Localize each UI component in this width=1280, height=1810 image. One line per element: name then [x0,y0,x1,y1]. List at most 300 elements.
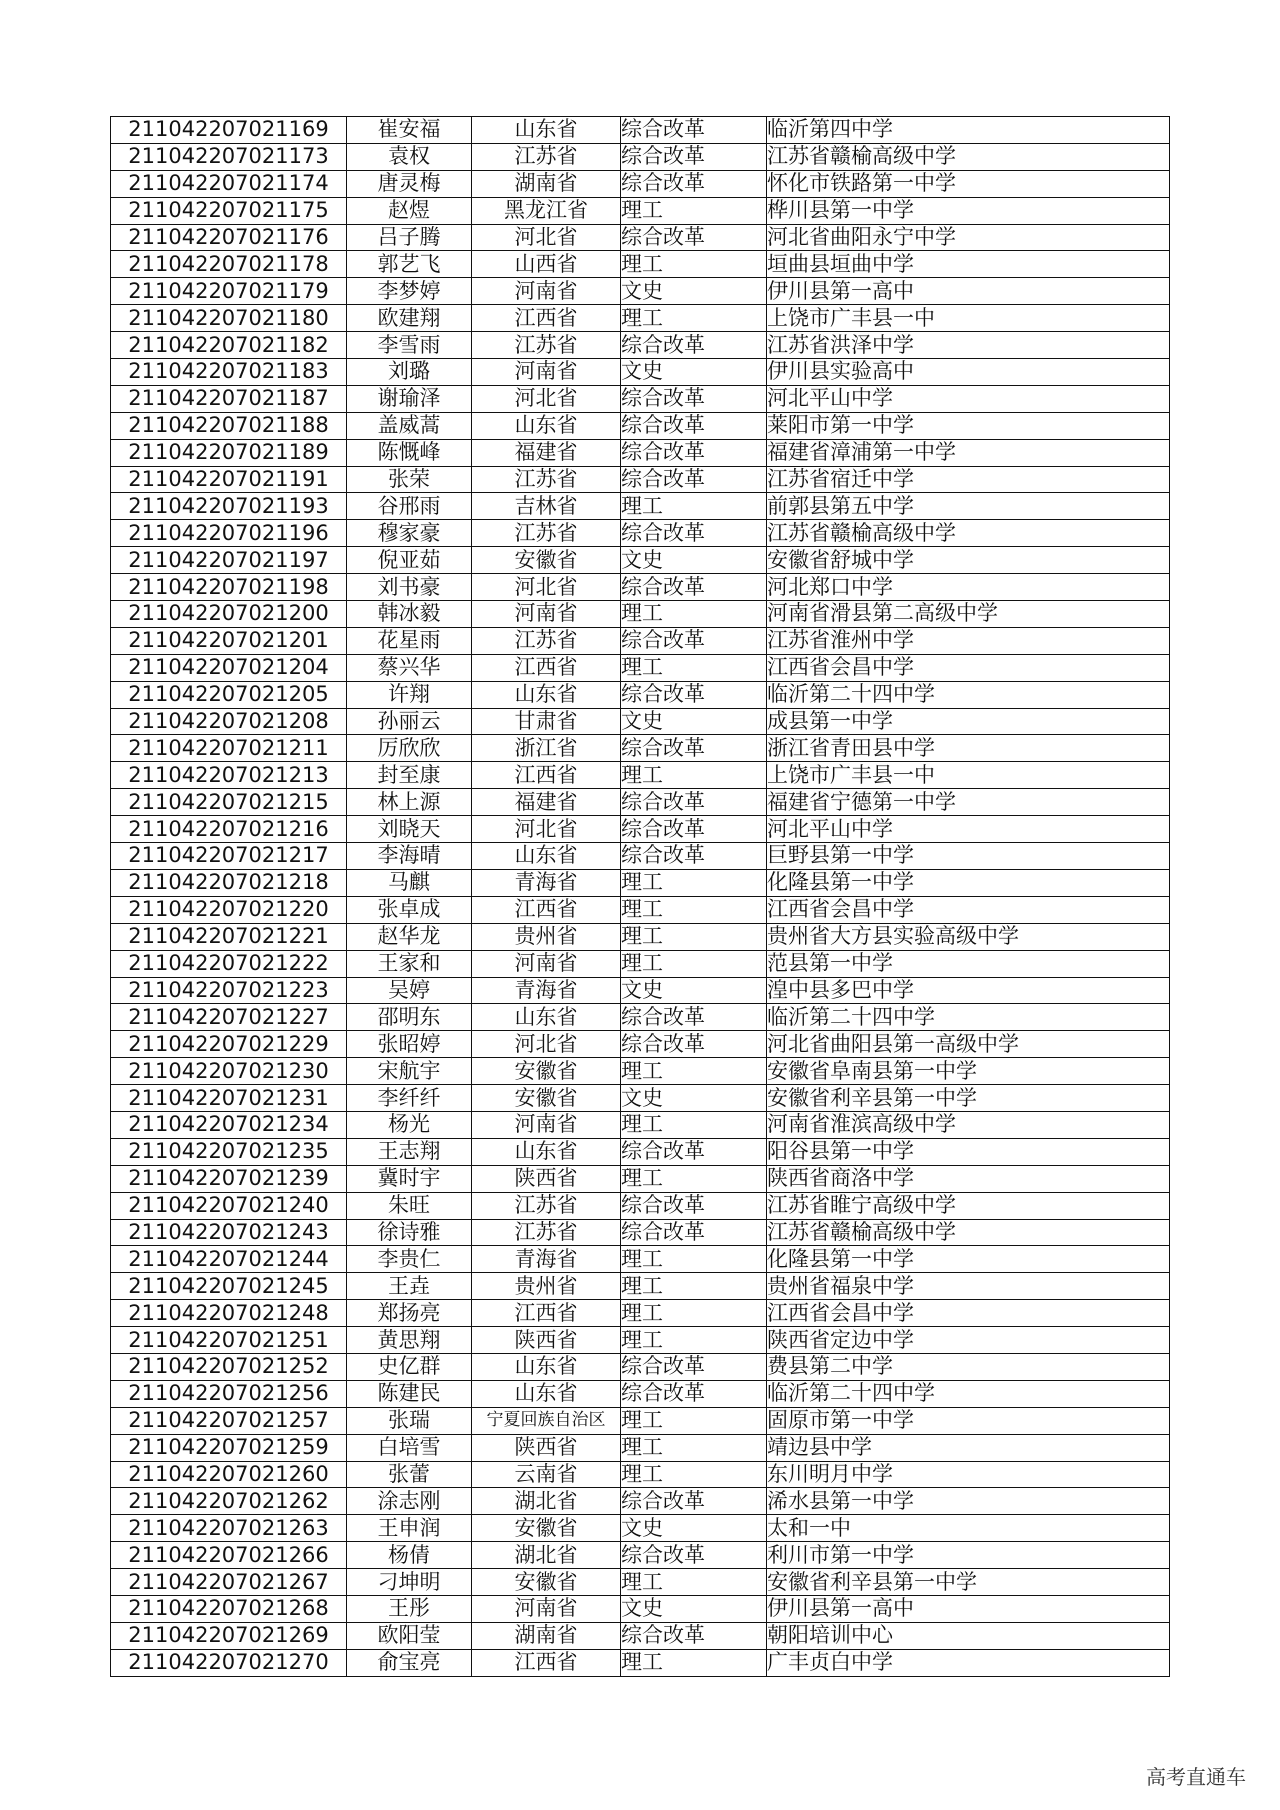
province-cell: 河南省 [472,278,621,305]
student-name-cell: 吴婷 [347,977,472,1004]
table-row [111,1273,1170,1300]
subject-type-cell: 文史 [621,359,767,386]
province-cell: 安徽省 [472,1085,621,1112]
subject-type-cell: 文史 [621,708,767,735]
province-cell: 江苏省 [472,466,621,493]
exam-number-cell: 211042207021230 [111,1058,347,1085]
student-name-cell: 陈慨峰 [347,439,472,466]
subject-type-cell: 理工 [621,1327,767,1354]
province-cell: 河南省 [472,1595,621,1622]
province-cell: 湖南省 [472,170,621,197]
subject-type-cell: 理工 [621,1649,767,1676]
table-row [111,1407,1170,1434]
table-row [111,1192,1170,1219]
subject-type-cell: 综合改革 [621,1031,767,1058]
subject-type-cell: 理工 [621,1569,767,1596]
student-name-cell: 朱旺 [347,1192,472,1219]
table-row [111,1327,1170,1354]
subject-type-cell: 理工 [621,1300,767,1327]
school-cell: 临沂第四中学 [767,117,1170,144]
student-name-cell: 王志翔 [347,1138,472,1165]
table-row [111,385,1170,412]
province-cell: 河北省 [472,816,621,843]
subject-type-cell: 理工 [621,1434,767,1461]
table-row [111,1219,1170,1246]
school-cell: 东川明月中学 [767,1461,1170,1488]
province-cell: 江苏省 [472,520,621,547]
province-cell: 云南省 [472,1461,621,1488]
province-cell: 江苏省 [472,143,621,170]
table-row [111,1085,1170,1112]
school-cell: 临沂第二十四中学 [767,1004,1170,1031]
exam-number-cell: 211042207021268 [111,1595,347,1622]
subject-type-cell: 综合改革 [621,1542,767,1569]
table-row [111,708,1170,735]
student-name-cell: 史亿群 [347,1353,472,1380]
school-cell: 垣曲县垣曲中学 [767,251,1170,278]
subject-type-cell: 理工 [621,305,767,332]
school-cell: 阳谷县第一中学 [767,1138,1170,1165]
student-name-cell: 王家和 [347,950,472,977]
subject-type-cell: 理工 [621,1058,767,1085]
table-row [111,197,1170,224]
student-name-cell: 李纤纤 [347,1085,472,1112]
school-cell: 靖边县中学 [767,1434,1170,1461]
school-cell: 河北省曲阳县第一高级中学 [767,1031,1170,1058]
table-row [111,170,1170,197]
exam-number-cell: 211042207021239 [111,1165,347,1192]
student-name-cell: 林上源 [347,789,472,816]
exam-number-cell: 211042207021176 [111,224,347,251]
school-cell: 陕西省定边中学 [767,1327,1170,1354]
student-name-cell: 吕子腾 [347,224,472,251]
school-cell: 河南省淮滨高级中学 [767,1111,1170,1138]
exam-number-cell: 211042207021240 [111,1192,347,1219]
table-row [111,1595,1170,1622]
exam-number-cell: 211042207021175 [111,197,347,224]
table-row [111,574,1170,601]
exam-number-cell: 211042207021208 [111,708,347,735]
subject-type-cell: 综合改革 [621,843,767,870]
exam-number-cell: 211042207021227 [111,1004,347,1031]
province-cell: 山东省 [472,1004,621,1031]
exam-number-cell: 211042207021244 [111,1246,347,1273]
student-name-cell: 刘书豪 [347,574,472,601]
table-row [111,950,1170,977]
table-row [111,762,1170,789]
watermark-text: 高考直通车 [1146,1765,1246,1789]
table-row [111,1649,1170,1676]
province-cell: 河南省 [472,359,621,386]
exam-number-cell: 211042207021248 [111,1300,347,1327]
province-cell: 青海省 [472,1246,621,1273]
student-name-cell: 宋航宇 [347,1058,472,1085]
table-body [111,117,1170,1677]
table-row [111,1138,1170,1165]
exam-number-cell: 211042207021222 [111,950,347,977]
school-cell: 江苏省赣榆高级中学 [767,520,1170,547]
student-name-cell: 穆家豪 [347,520,472,547]
school-cell: 上饶市广丰县一中 [767,305,1170,332]
student-name-cell: 黄思翔 [347,1327,472,1354]
student-name-cell: 赵煜 [347,197,472,224]
table-row [111,735,1170,762]
school-cell: 伊川县实验高中 [767,359,1170,386]
student-name-cell: 孙丽云 [347,708,472,735]
exam-number-cell: 211042207021201 [111,627,347,654]
subject-type-cell: 理工 [621,1461,767,1488]
school-cell: 江苏省赣榆高级中学 [767,1219,1170,1246]
student-name-cell: 李梦婷 [347,278,472,305]
province-cell: 青海省 [472,977,621,1004]
exam-number-cell: 211042207021221 [111,923,347,950]
school-cell: 临沂第二十四中学 [767,1380,1170,1407]
student-name-cell: 刘晓天 [347,816,472,843]
student-name-cell: 许翔 [347,681,472,708]
exam-number-cell: 211042207021235 [111,1138,347,1165]
exam-number-cell: 211042207021256 [111,1380,347,1407]
subject-type-cell: 理工 [621,950,767,977]
student-name-cell: 谷邢雨 [347,493,472,520]
province-cell: 河北省 [472,574,621,601]
table-row [111,789,1170,816]
table-row [111,1542,1170,1569]
table-row [111,601,1170,628]
subject-type-cell: 综合改革 [621,1192,767,1219]
exam-number-cell: 211042207021252 [111,1353,347,1380]
province-cell: 吉林省 [472,493,621,520]
exam-number-cell: 211042207021179 [111,278,347,305]
exam-number-cell: 211042207021213 [111,762,347,789]
exam-number-cell: 211042207021243 [111,1219,347,1246]
table-row [111,439,1170,466]
subject-type-cell: 理工 [621,869,767,896]
exam-number-cell: 211042207021216 [111,816,347,843]
table-row [111,1165,1170,1192]
exam-number-cell: 211042207021266 [111,1542,347,1569]
school-cell: 伊川县第一高中 [767,278,1170,305]
table-row [111,143,1170,170]
school-cell: 河北省曲阳永宁中学 [767,224,1170,251]
school-cell: 浙江省青田县中学 [767,735,1170,762]
school-cell: 伊川县第一高中 [767,1595,1170,1622]
exam-number-cell: 211042207021211 [111,735,347,762]
school-cell: 前郭县第五中学 [767,493,1170,520]
subject-type-cell: 综合改革 [621,117,767,144]
province-cell: 江西省 [472,896,621,923]
school-cell: 河北平山中学 [767,385,1170,412]
subject-type-cell: 综合改革 [621,332,767,359]
subject-type-cell: 理工 [621,601,767,628]
table-row [111,1004,1170,1031]
subject-type-cell: 综合改革 [621,816,767,843]
province-cell: 陕西省 [472,1434,621,1461]
school-cell: 安徽省阜南县第一中学 [767,1058,1170,1085]
student-name-cell: 刘璐 [347,359,472,386]
province-cell: 河南省 [472,950,621,977]
exam-number-cell: 211042207021251 [111,1327,347,1354]
subject-type-cell: 综合改革 [621,1138,767,1165]
table-row [111,816,1170,843]
exam-number-cell: 211042207021200 [111,601,347,628]
table-row [111,654,1170,681]
student-name-cell: 封至康 [347,762,472,789]
school-cell: 怀化市铁路第一中学 [767,170,1170,197]
school-cell: 湟中县多巴中学 [767,977,1170,1004]
student-name-cell: 王申润 [347,1515,472,1542]
subject-type-cell: 理工 [621,654,767,681]
school-cell: 安徽省舒城中学 [767,547,1170,574]
school-cell: 江苏省淮州中学 [767,627,1170,654]
exam-number-cell: 211042207021189 [111,439,347,466]
province-cell: 江苏省 [472,1219,621,1246]
school-cell: 固原市第一中学 [767,1407,1170,1434]
school-cell: 江苏省赣榆高级中学 [767,143,1170,170]
exam-number-cell: 211042207021182 [111,332,347,359]
student-name-cell: 张荣 [347,466,472,493]
exam-number-cell: 211042207021270 [111,1649,347,1676]
school-cell: 桦川县第一中学 [767,197,1170,224]
table-row [111,359,1170,386]
student-name-cell: 张蕾 [347,1461,472,1488]
school-cell: 巨野县第一中学 [767,843,1170,870]
province-cell: 江苏省 [472,627,621,654]
province-cell: 湖北省 [472,1488,621,1515]
province-cell: 福建省 [472,789,621,816]
province-cell: 山东省 [472,681,621,708]
school-cell: 利川市第一中学 [767,1542,1170,1569]
student-name-cell: 郑扬亮 [347,1300,472,1327]
school-cell: 安徽省利辛县第一中学 [767,1569,1170,1596]
school-cell: 化隆县第一中学 [767,869,1170,896]
province-cell: 安徽省 [472,1569,621,1596]
province-cell: 安徽省 [472,1058,621,1085]
student-name-cell: 刁坤明 [347,1569,472,1596]
student-name-cell: 赵华龙 [347,923,472,950]
province-cell: 山东省 [472,1138,621,1165]
student-name-cell: 谢瑜泽 [347,385,472,412]
exam-number-cell: 211042207021257 [111,1407,347,1434]
exam-number-cell: 211042207021267 [111,1569,347,1596]
student-name-cell: 欧建翔 [347,305,472,332]
subject-type-cell: 理工 [621,493,767,520]
school-cell: 朝阳培训中心 [767,1622,1170,1649]
exam-number-cell: 211042207021180 [111,305,347,332]
province-cell: 河北省 [472,224,621,251]
table-row [111,1380,1170,1407]
table-row [111,1515,1170,1542]
subject-type-cell: 综合改革 [621,439,767,466]
province-cell: 山东省 [472,1380,621,1407]
province-cell: 福建省 [472,439,621,466]
subject-type-cell: 综合改革 [621,520,767,547]
province-cell: 河北省 [472,385,621,412]
exam-number-cell: 211042207021178 [111,251,347,278]
student-name-cell: 袁权 [347,143,472,170]
province-cell: 山西省 [472,251,621,278]
subject-type-cell: 综合改革 [621,1488,767,1515]
student-name-cell: 白培雪 [347,1434,472,1461]
student-name-cell: 徐诗雅 [347,1219,472,1246]
table-row [111,843,1170,870]
student-name-cell: 冀时宇 [347,1165,472,1192]
school-cell: 范县第一中学 [767,950,1170,977]
school-cell: 河北郑口中学 [767,574,1170,601]
subject-type-cell: 综合改革 [621,412,767,439]
table-row [111,412,1170,439]
school-cell: 费县第二中学 [767,1353,1170,1380]
student-name-cell: 韩冰毅 [347,601,472,628]
exam-number-cell: 211042207021260 [111,1461,347,1488]
subject-type-cell: 理工 [621,1407,767,1434]
school-cell: 福建省漳浦第一中学 [767,439,1170,466]
school-cell: 江苏省洪泽中学 [767,332,1170,359]
student-name-cell: 厉欣欣 [347,735,472,762]
exam-number-cell: 211042207021174 [111,170,347,197]
student-name-cell: 杨倩 [347,1542,472,1569]
subject-type-cell: 文史 [621,547,767,574]
subject-type-cell: 综合改革 [621,1004,767,1031]
student-name-cell: 涂志刚 [347,1488,472,1515]
school-cell: 江苏省睢宁高级中学 [767,1192,1170,1219]
subject-type-cell: 理工 [621,762,767,789]
table-row [111,1434,1170,1461]
student-name-cell: 倪亚茹 [347,547,472,574]
province-cell: 贵州省 [472,1273,621,1300]
table-row [111,547,1170,574]
province-cell: 江苏省 [472,332,621,359]
student-name-cell: 花星雨 [347,627,472,654]
exam-number-cell: 211042207021173 [111,143,347,170]
subject-type-cell: 理工 [621,1165,767,1192]
school-cell: 成县第一中学 [767,708,1170,735]
school-cell: 江西省会昌中学 [767,1300,1170,1327]
province-cell: 山东省 [472,117,621,144]
subject-type-cell: 综合改革 [621,1622,767,1649]
subject-type-cell: 文史 [621,1085,767,1112]
table-row [111,278,1170,305]
admission-table [110,116,1170,1677]
province-cell: 湖南省 [472,1622,621,1649]
province-cell: 江西省 [472,762,621,789]
subject-type-cell: 理工 [621,1246,767,1273]
student-name-cell: 俞宝亮 [347,1649,472,1676]
student-name-cell: 张卓成 [347,896,472,923]
student-name-cell: 杨光 [347,1111,472,1138]
table-row [111,305,1170,332]
exam-number-cell: 211042207021215 [111,789,347,816]
table-row [111,1246,1170,1273]
school-cell: 太和一中 [767,1515,1170,1542]
student-name-cell: 李海晴 [347,843,472,870]
exam-number-cell: 211042207021229 [111,1031,347,1058]
student-name-cell: 李雪雨 [347,332,472,359]
exam-number-cell: 211042207021191 [111,466,347,493]
subject-type-cell: 综合改革 [621,574,767,601]
table-row [111,1031,1170,1058]
student-name-cell: 李贵仁 [347,1246,472,1273]
subject-type-cell: 文史 [621,1595,767,1622]
subject-type-cell: 综合改革 [621,1219,767,1246]
table-row [111,1058,1170,1085]
subject-type-cell: 综合改革 [621,1380,767,1407]
subject-type-cell: 综合改革 [621,735,767,762]
subject-type-cell: 综合改革 [621,143,767,170]
exam-number-cell: 211042207021269 [111,1622,347,1649]
exam-number-cell: 211042207021197 [111,547,347,574]
table-row [111,1300,1170,1327]
subject-type-cell: 综合改革 [621,170,767,197]
subject-type-cell: 理工 [621,1111,767,1138]
subject-type-cell: 理工 [621,896,767,923]
student-name-cell: 张昭婷 [347,1031,472,1058]
school-cell: 福建省宁德第一中学 [767,789,1170,816]
table-row [111,1488,1170,1515]
exam-number-cell: 211042207021223 [111,977,347,1004]
province-cell: 山东省 [472,412,621,439]
exam-number-cell: 211042207021187 [111,385,347,412]
province-cell: 黑龙江省 [472,197,621,224]
province-cell: 湖北省 [472,1542,621,1569]
student-name-cell: 郭艺飞 [347,251,472,278]
table-row [111,1622,1170,1649]
table-row [111,896,1170,923]
province-cell: 甘肃省 [472,708,621,735]
province-cell: 江西省 [472,1649,621,1676]
exam-number-cell: 211042207021218 [111,869,347,896]
table-row [111,627,1170,654]
province-cell: 江西省 [472,1300,621,1327]
province-cell: 河南省 [472,601,621,628]
school-cell: 临沂第二十四中学 [767,681,1170,708]
school-cell: 莱阳市第一中学 [767,412,1170,439]
exam-number-cell: 211042207021196 [111,520,347,547]
student-name-cell: 崔安福 [347,117,472,144]
table-row [111,117,1170,144]
student-name-cell: 唐灵梅 [347,170,472,197]
school-cell: 上饶市广丰县一中 [767,762,1170,789]
admission-list [110,116,1164,1677]
school-cell: 江西省会昌中学 [767,654,1170,681]
student-name-cell: 马麒 [347,869,472,896]
subject-type-cell: 理工 [621,1273,767,1300]
subject-type-cell: 文史 [621,278,767,305]
school-cell: 贵州省大方县实验高级中学 [767,923,1170,950]
subject-type-cell: 理工 [621,923,767,950]
subject-type-cell: 综合改革 [621,385,767,412]
table-row [111,1353,1170,1380]
exam-number-cell: 211042207021231 [111,1085,347,1112]
subject-type-cell: 综合改革 [621,789,767,816]
province-cell: 江西省 [472,305,621,332]
table-row [111,923,1170,950]
exam-number-cell: 211042207021220 [111,896,347,923]
exam-number-cell: 211042207021198 [111,574,347,601]
table-row [111,332,1170,359]
school-cell: 江西省会昌中学 [767,896,1170,923]
school-cell: 河北平山中学 [767,816,1170,843]
student-name-cell: 陈建民 [347,1380,472,1407]
student-name-cell: 蔡兴华 [347,654,472,681]
school-cell: 陕西省商洛中学 [767,1165,1170,1192]
table-row [111,869,1170,896]
school-cell: 安徽省利辛县第一中学 [767,1085,1170,1112]
subject-type-cell: 文史 [621,977,767,1004]
subject-type-cell: 综合改革 [621,224,767,251]
subject-type-cell: 文史 [621,1515,767,1542]
table-row [111,681,1170,708]
exam-number-cell: 211042207021259 [111,1434,347,1461]
